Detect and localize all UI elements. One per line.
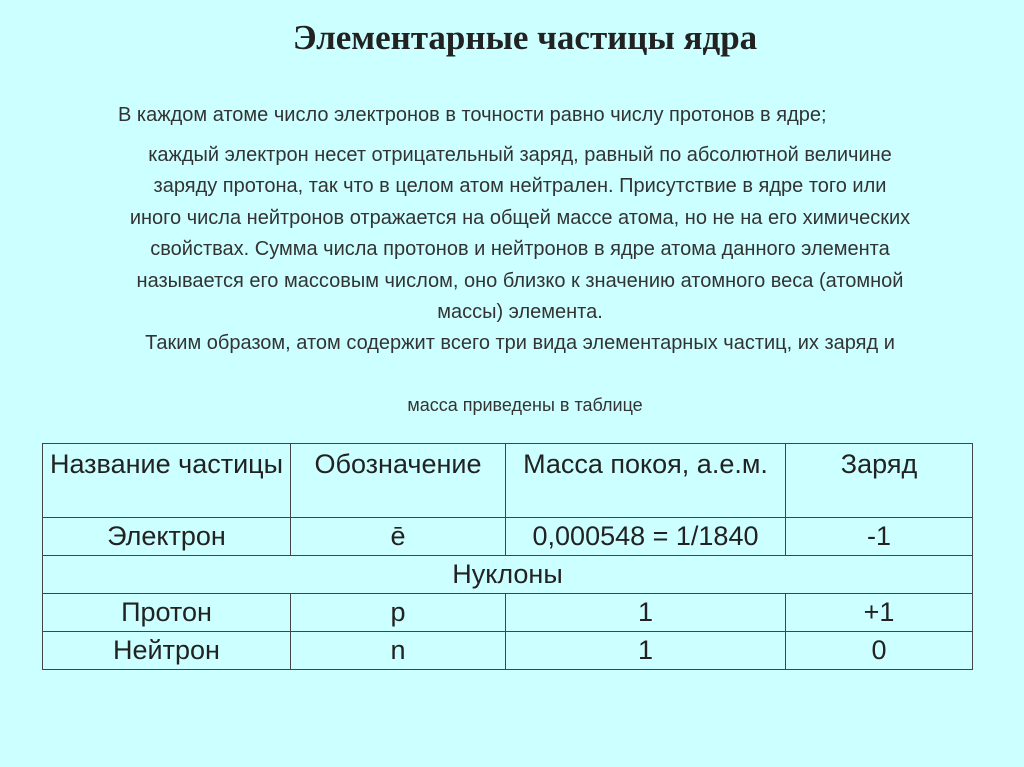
header-cell-mass: Масса покоя, а.е.м. <box>506 444 786 518</box>
cell-symbol: ē <box>291 518 506 556</box>
cell-mass: 1 <box>506 632 786 670</box>
intro-line: Таким образом, атом содержит всего три вида элементарных частиц, их заряд и <box>145 332 895 355</box>
cell-mass: 0,000548 = 1/1840 <box>506 518 786 556</box>
cell-symbol: p <box>291 594 506 632</box>
cell-symbol: n <box>291 632 506 670</box>
table-row-electron <box>43 518 973 556</box>
table-group-row <box>43 556 973 594</box>
cell-charge: -1 <box>786 518 973 556</box>
table-row-neutron <box>43 632 973 670</box>
particles-table <box>42 443 973 670</box>
cell-charge: 0 <box>786 632 973 670</box>
header-cell-charge: Заряд <box>786 444 973 518</box>
header-cell-name: Название частицы <box>43 444 291 518</box>
table-header-row <box>43 444 973 518</box>
page-title: Элементарные частицы ядра <box>292 18 758 57</box>
group-label-nucleons: Нуклоны <box>43 556 973 594</box>
intro-line: называется его массовым числом, оно близко к значению атомного веса (атомной <box>136 269 904 292</box>
cell-name: Протон <box>43 594 291 632</box>
intro-line: каждый электрон несет отрицательный заряд, равный по абсолютной величине <box>148 144 892 166</box>
cell-charge: +1 <box>786 594 973 632</box>
header-cell-symbol: Обозначение <box>291 444 506 518</box>
intro-line: массы) элемента. <box>437 301 603 324</box>
table-caption: масса приведены в таблице <box>407 395 643 415</box>
intro-paragraph <box>40 140 1000 360</box>
cell-mass: 1 <box>506 594 786 632</box>
cell-name: Электрон <box>43 518 291 556</box>
intro-line: иного числа нейтронов отражается на общей массе атома, но не на его химических <box>129 206 911 229</box>
table-row-proton <box>43 594 973 632</box>
intro-line: заряду протона, так что в целом атом нейтрален. Присутствие в ядре того или <box>153 175 887 198</box>
intro-line: свойствах. Сумма числа протонов и нейтронов в ядре атома данного элемента <box>150 238 890 261</box>
intro-first-line: В каждом атоме число электронов в точности равно числу протонов в ядре; <box>118 104 827 126</box>
cell-name: Нейтрон <box>43 632 291 670</box>
